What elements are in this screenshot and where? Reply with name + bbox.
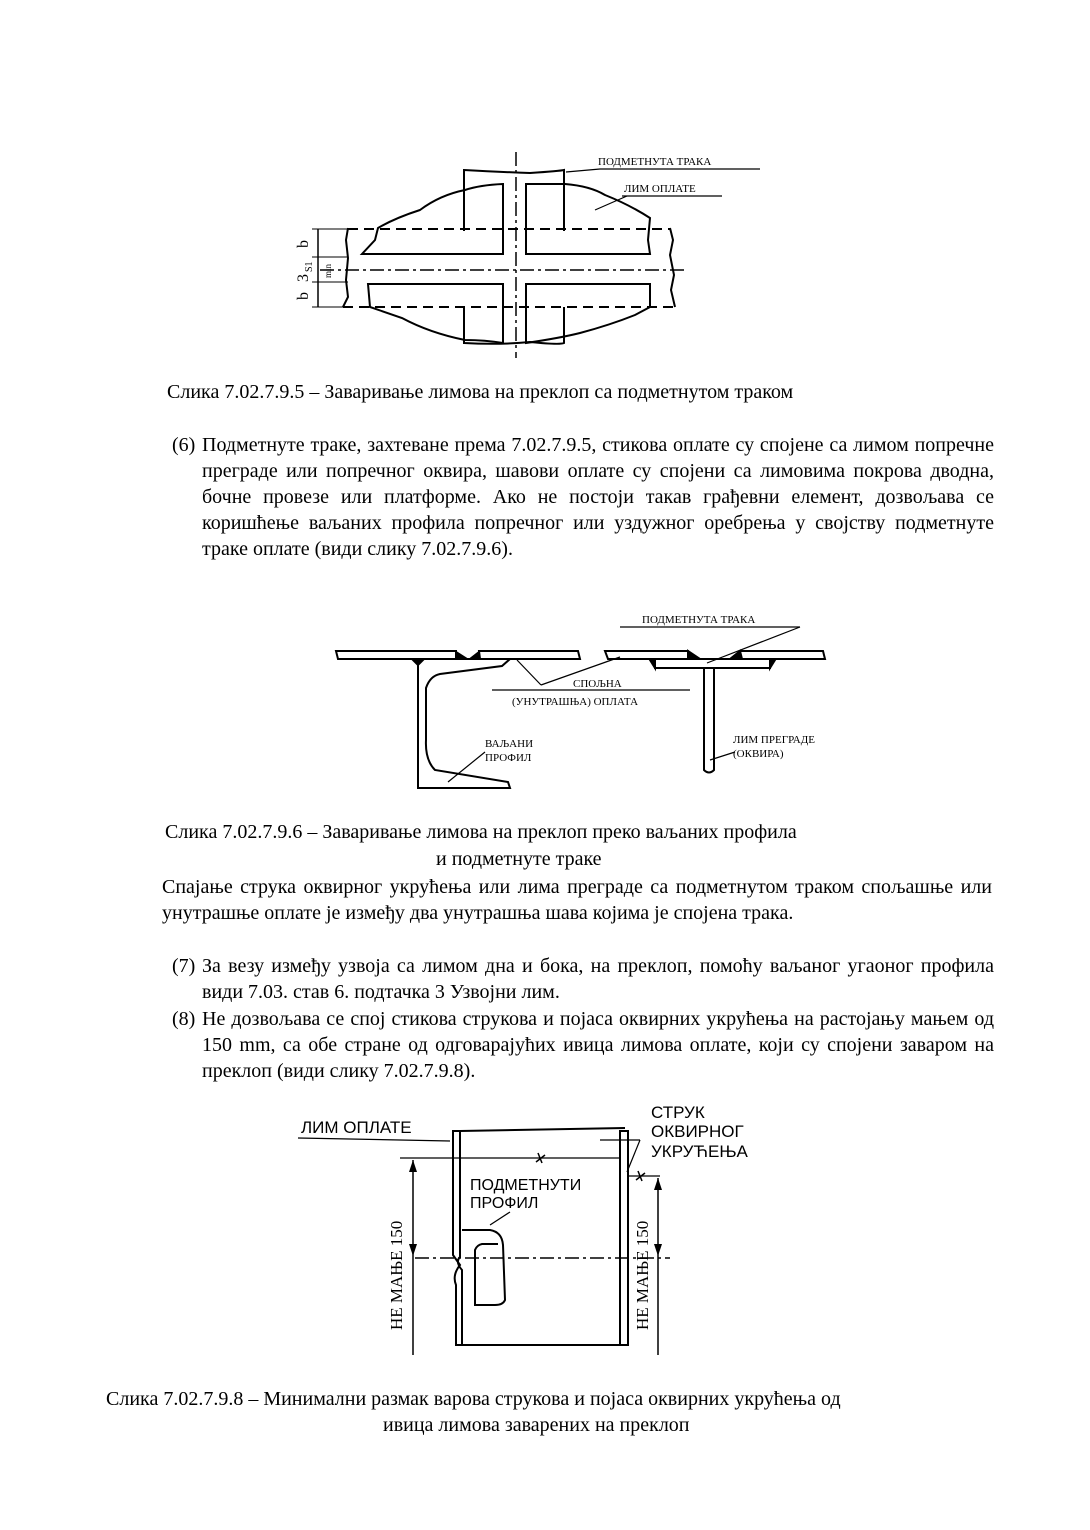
label-bulkhead-1: ЛИМ ПРЕГРАДЕ <box>733 734 815 746</box>
paragraph-number: (7) <box>172 955 196 977</box>
paragraph-text: Не дозвољава се спој стикова струкова и појаса оквирних укрућења на растојању мањем од 150 mm, са обе стране од одговарајућих ивица лимова оплате, који су спојени заваром на преклоп (види слику 7.02.7.9.8). <box>202 1008 994 1082</box>
label-shell-2: (УНУТРАШЊА) ОПЛАТА <box>512 696 639 708</box>
paragraph-text: За везу између узвоја са лимом дна и бока, на преклоп, помоћу ваљаног угаоног профила види 7.03. став 6. подтачка 3 Узвојни лим. <box>202 955 994 1003</box>
label-rolled-1: ВАЉАНИ <box>485 738 534 750</box>
label-strip: ПОДМЕТНУТА ТРАКА <box>598 156 712 168</box>
figure-caption-2-line1: Слика 7.02.7.9.6 – Заваривање лимова на преклоп преко ваљаних профила <box>165 821 797 843</box>
label-web-1: СТРУК <box>651 1103 705 1122</box>
dim-min: min <box>323 263 333 278</box>
dim-left-label: НЕ МАЊЕ 150 <box>387 1220 406 1330</box>
label-profile-2: ПРОФИЛ <box>470 1195 539 1212</box>
label-shell-1: СПОЉНА <box>573 678 622 690</box>
figure-caption-3-line2: ивица лимова заварених на преклоп <box>383 1414 690 1436</box>
label-bulkhead-2: (ОКВИРА) <box>733 748 784 760</box>
paragraph-join: Спајање струка оквирног укрућења или лима преграде са подметнутом траком спољашње или унутрашње оплате је између два унутрашња шава којима је спојена трака. <box>162 876 992 924</box>
dim-b-bottom: b <box>295 292 312 300</box>
paragraph-number: (8) <box>172 1008 196 1030</box>
label-plate: ЛИМ ОПЛАТЕ <box>624 183 696 195</box>
label-web-2: ОКВИРНОГ <box>651 1122 744 1141</box>
dim-right-label: НЕ МАЊЕ 150 <box>633 1220 652 1330</box>
paragraph-text: Подметнуте траке, захтеване према 7.02.7.9.5, стикова оплате су спојене са лимом попречне преграде или попречног оквира, шавови оплате су спојени са лимовима покрова дводна, бочне провезе или платформе. Ако не постоји такав грађевни елемент, дозвољава се коришћење ваљаних профила попречног или уздужног оребрења у својству подметнуте траке оплате (види слику 7.02.7.9.6). <box>202 434 994 560</box>
figure-caption-2-line2: и подметнуте траке <box>436 848 602 870</box>
dim-gap-sub: S1 <box>304 261 315 272</box>
label-rolled-2: ПРОФИЛ <box>485 752 532 764</box>
figure-caption-3-line1: Слика 7.02.7.9.8 – Минимални размак варова струкова и појаса оквирних укрућења од <box>106 1388 841 1410</box>
figure-caption-1: Слика 7.02.7.9.5 – Заваривање лимова на преклоп са подметнутом траком <box>167 381 794 403</box>
label-profile-1: ПОДМЕТНУТИ <box>470 1177 582 1194</box>
dim-gap: 3 <box>295 274 312 282</box>
label-plate: ЛИМ ОПЛАТЕ <box>301 1118 412 1137</box>
label-web-3: УКРУЋЕЊА <box>651 1142 748 1161</box>
label-strip: ПОДМЕТНУТА ТРАКА <box>642 614 756 626</box>
dim-b-top: b <box>295 240 312 248</box>
paragraph-number: (6) <box>172 434 196 456</box>
